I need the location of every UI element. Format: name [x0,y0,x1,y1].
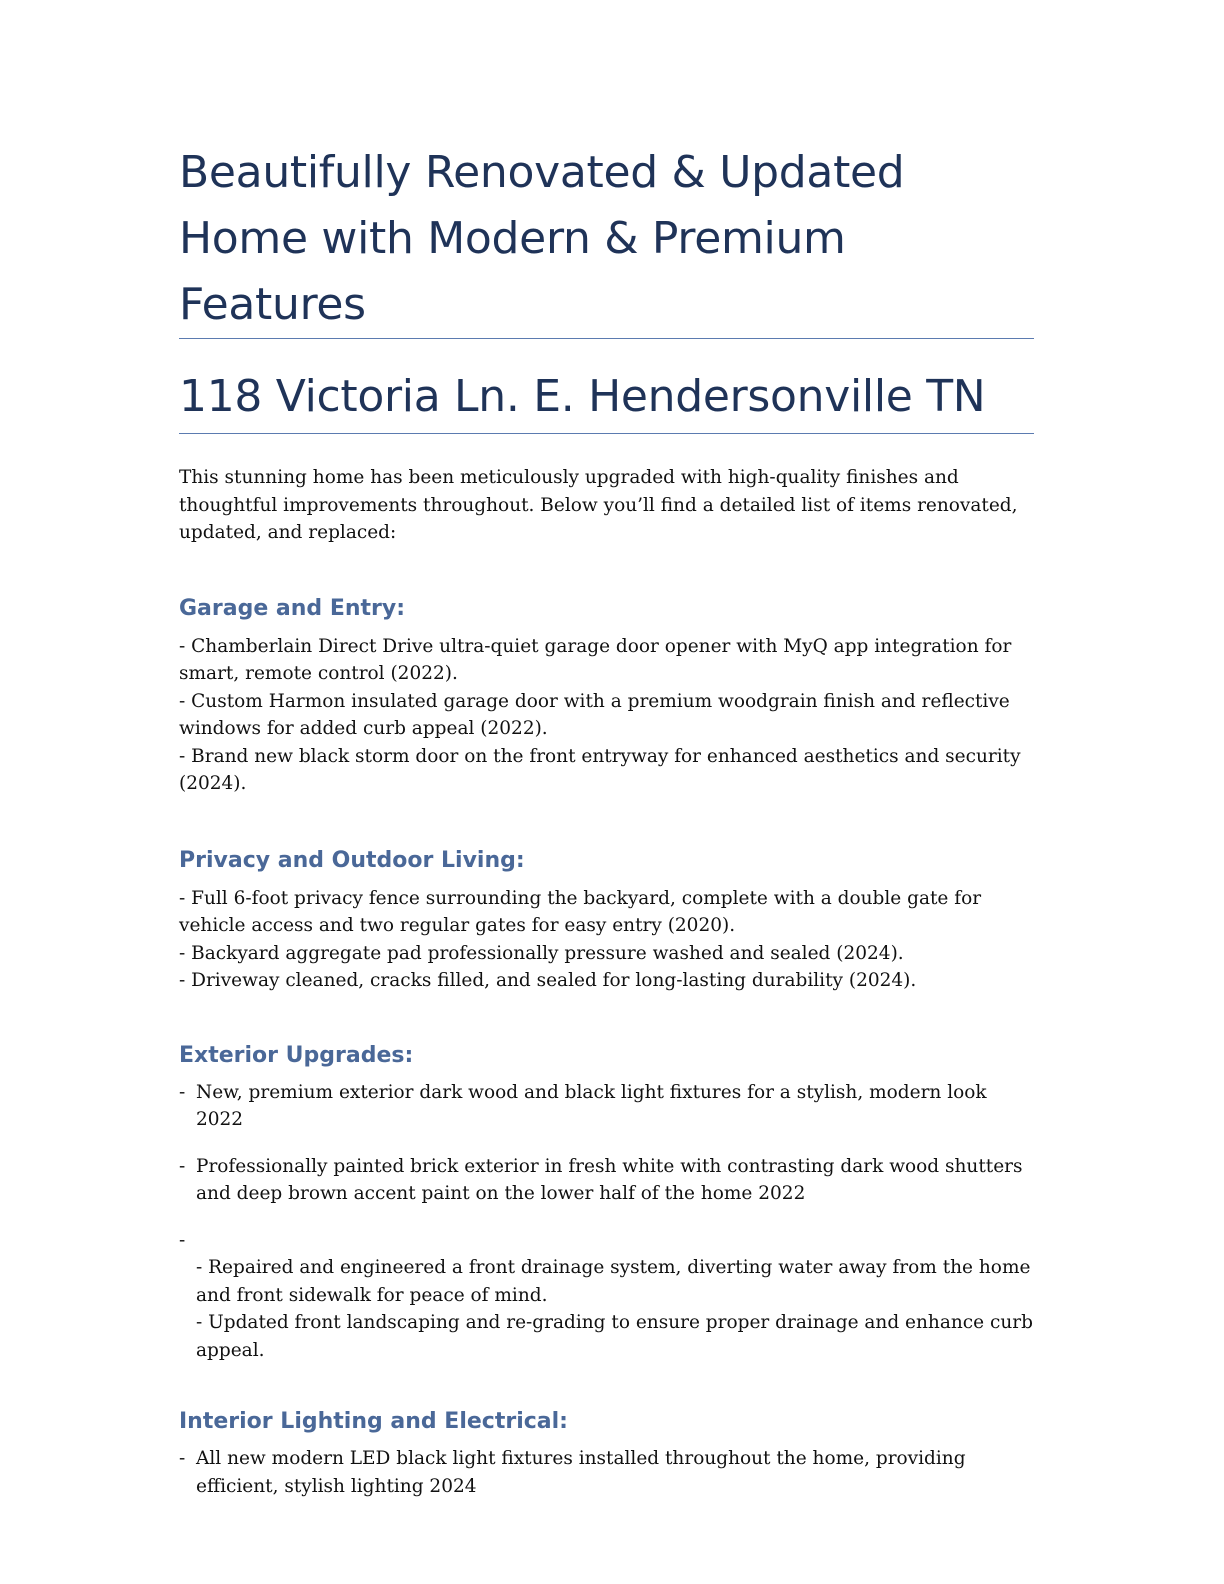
title-divider [179,338,1034,339]
list-item [179,1227,1034,1365]
intro-paragraph: This stunning home has been meticulously upgraded with high-quality finishes and thoughtful improvements throughout. Below you’ll find a detailed list of items renovated, updated, and replaced: [179,467,1018,543]
bullet-dash: - [179,1229,186,1251]
address-divider [179,433,1034,434]
bullet-dash: - [179,1155,186,1177]
document-page [179,140,1034,1519]
list-item: - Driveway cleaned, cracks filled, and sealed for long-lasting durability (2024). [179,970,917,991]
garage-items [179,633,1034,798]
list-item: - Full 6-foot privacy fence surrounding the backyard, complete with a double gate for vehicle access and two regular gates for easy entry (2020). [179,887,982,936]
section-heading-privacy: Privacy and Outdoor Living: [179,847,525,873]
section-heading-garage: Garage and Entry: [179,595,406,621]
section-heading-exterior: Exterior Upgrades: [179,1042,414,1068]
list-item-text: Professionally painted brick exterior in fresh white with contrasting dark wood shutters and deep brown accent paint on the lower half of the home 2022 [196,1155,1023,1204]
interior-list [179,1445,1034,1500]
list-item [179,1079,1034,1134]
document-title: Beautifully Renovated & Updated Home with Modern & Premium Features [179,147,905,330]
bullet-dash: - [179,1448,186,1469]
sub-item-group [196,1227,1034,1365]
list-item: - Chamberlain Direct Drive ultra-quiet garage door opener with MyQ app integration for smart, remote control (2022). [179,635,1012,684]
exterior-list [179,1079,1034,1365]
list-item: - Custom Harmon insulated garage door with a premium woodgrain finish and reflective windows for added curb appeal (2022). [179,690,1010,739]
list-item [179,1153,1034,1208]
empty-line [196,1227,1034,1255]
list-item: - Backyard aggregate pad professionally pressure washed and sealed (2024). [179,942,904,964]
sub-list-item: - Updated front landscaping and re-grading to ensure proper drainage and enhance curb appeal. [196,1312,1033,1361]
list-item [179,1445,1034,1500]
bullet-dash: - [179,1081,186,1103]
privacy-items [179,885,1034,995]
list-item-text: All new modern LED black light fixtures installed throughout the home, providing efficient, stylish lighting 2024 [196,1448,966,1497]
sub-list-item: - Repaired and engineered a front drainage system, diverting water away from the home and front sidewalk for peace of mind. [196,1257,1031,1306]
section-heading-interior: Interior Lighting and Electrical: [179,1409,568,1434]
list-item: - Brand new black storm door on the front entryway for enhanced aesthetics and security (2024). [179,745,1021,794]
list-item-text: New, premium exterior dark wood and black light fixtures for a stylish, modern look 2022 [196,1081,987,1130]
property-address: 118 Victoria Ln. E. Hendersonville TN [179,371,986,422]
